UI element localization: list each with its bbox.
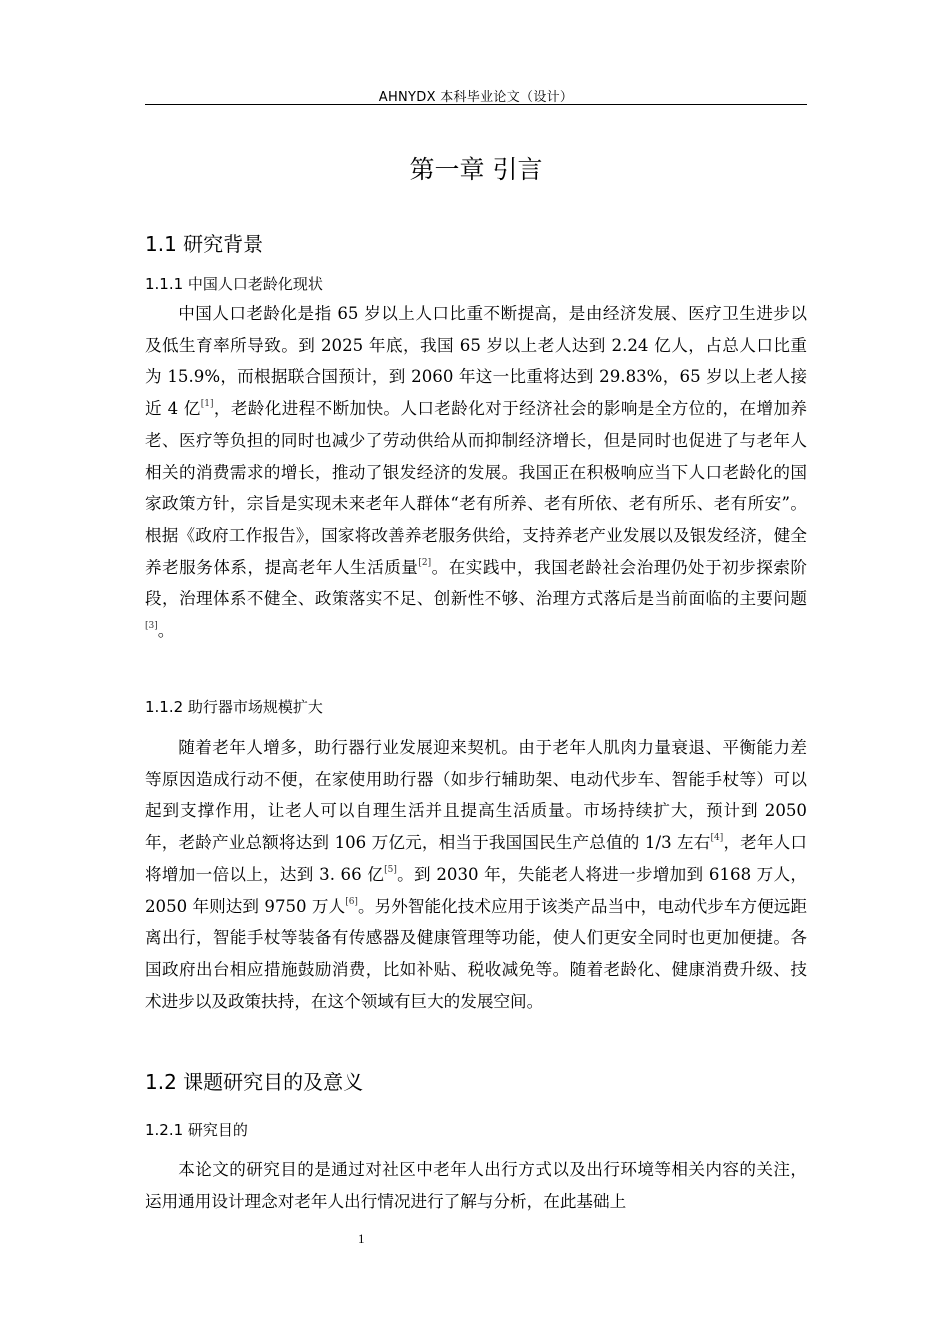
paragraph-text: 。另外智能化技术应用于该类产品当中，电动代步车方便远距离出行，智能手杖等装备有传感器及健康管理等功能，使人们更安全同时也更加便捷。各国政府出台相应措施鼓励消费，比如补贴、税收减免等。随着老龄化、健康消费升级、技术进步以及政策扶持，在这个领域有巨大的发展空间。	[145, 896, 807, 1011]
subsection-heading-1-1-1: 1.1.1 中国人口老龄化现状	[145, 275, 323, 293]
citation-ref: [4]	[710, 833, 724, 844]
running-header: AHNYDX 本科毕业论文（设计）	[378, 90, 574, 105]
paragraph-research-purpose	[145, 1154, 807, 1217]
citation-ref: [3]	[145, 621, 158, 632]
paragraph-text: 。到 2030 年，失能老人将进一步增加到 6168 万人，2050 年则达到 9750 万人	[145, 864, 807, 916]
paragraph-text: ，老年人口将增加一倍以上，达到 3. 66 亿	[145, 833, 807, 884]
paragraph-text: ，老龄化进程不断加快。人口老龄化对于经济社会的影响是全方位的，在增加养老、医疗等负担的同时也减少了劳动供给从而抑制经济增长，但是同时也促进了与老年人相关的消费需求的增长，推动了银发经济的发展。我国正在积极响应当下人口老龄化的国家政策方针，宗旨是实现未来老年人群体“老有所养、老有所依、老有所乐、老有所安”。根据《政府工作报告》，国家将改善养老服务供给，支持养老产业发展以及银发经济，健全养老服务体系，提高老年人生活质量	[145, 399, 807, 577]
citation-ref: [6]	[345, 896, 358, 907]
section-heading-1-1: 1.1 研究背景	[145, 232, 264, 256]
section-heading-1-2: 1.2 课题研究目的及意义	[145, 1070, 364, 1094]
paragraph-aging-status	[145, 298, 807, 647]
chapter-title: 第一章 引言	[409, 155, 543, 184]
paragraph-text: 。	[157, 621, 175, 641]
paragraph-text: 随着老年人增多，助行器行业发展迎来契机。由于老年人肌肉力量衰退、平衡能力差等原因造成行动不便，在家使用助行器（如步行辅助架、电动代步车、智能手杖等）可以起到支撑作用，让老人可以自理生活并且提高生活质量。市场持续扩大，预计到 2050 年，老龄产业总额将达到 106 万亿元，相当于我国国民生产总值的 1/3 左右	[145, 738, 807, 853]
page-number: 1	[358, 1231, 365, 1246]
paragraph-text: 本论文的研究目的是通过对社区中老年人出行方式以及出行环境等相关内容的关注，运用通用设计理念对老年人出行情况进行了解与分析，在此基础上	[145, 1160, 807, 1211]
subsection-heading-1-2-1: 1.2.1 研究目的	[145, 1121, 248, 1139]
paragraph-text: 中国人口老龄化是指 65 岁以上人口比重不断提高，是由经济发展、医疗卫生进步以及低生育率所导致。到 2025 年底，我国 65 岁以上老人达到 2.24 亿人，占总人口比重为 15.9%，而根据联合国预计，到 2060 年这一比重将达到 29.83%，65 岁以上老人接近 4 亿	[145, 304, 807, 419]
header-rule	[145, 104, 807, 105]
paragraph-walker-market	[145, 732, 807, 1017]
citation-ref: [1]	[200, 399, 214, 410]
paragraph-text: 。在实践中，我国老龄社会治理仍处于初步探索阶段，治理体系不健全、政策落实不足、创新性不够、治理方式落后是当前面临的主要问题	[145, 557, 808, 609]
citation-ref: [5]	[384, 864, 397, 875]
citation-ref: [2]	[418, 557, 432, 568]
subsection-heading-1-1-2: 1.1.2 助行器市场规模扩大	[145, 698, 323, 716]
